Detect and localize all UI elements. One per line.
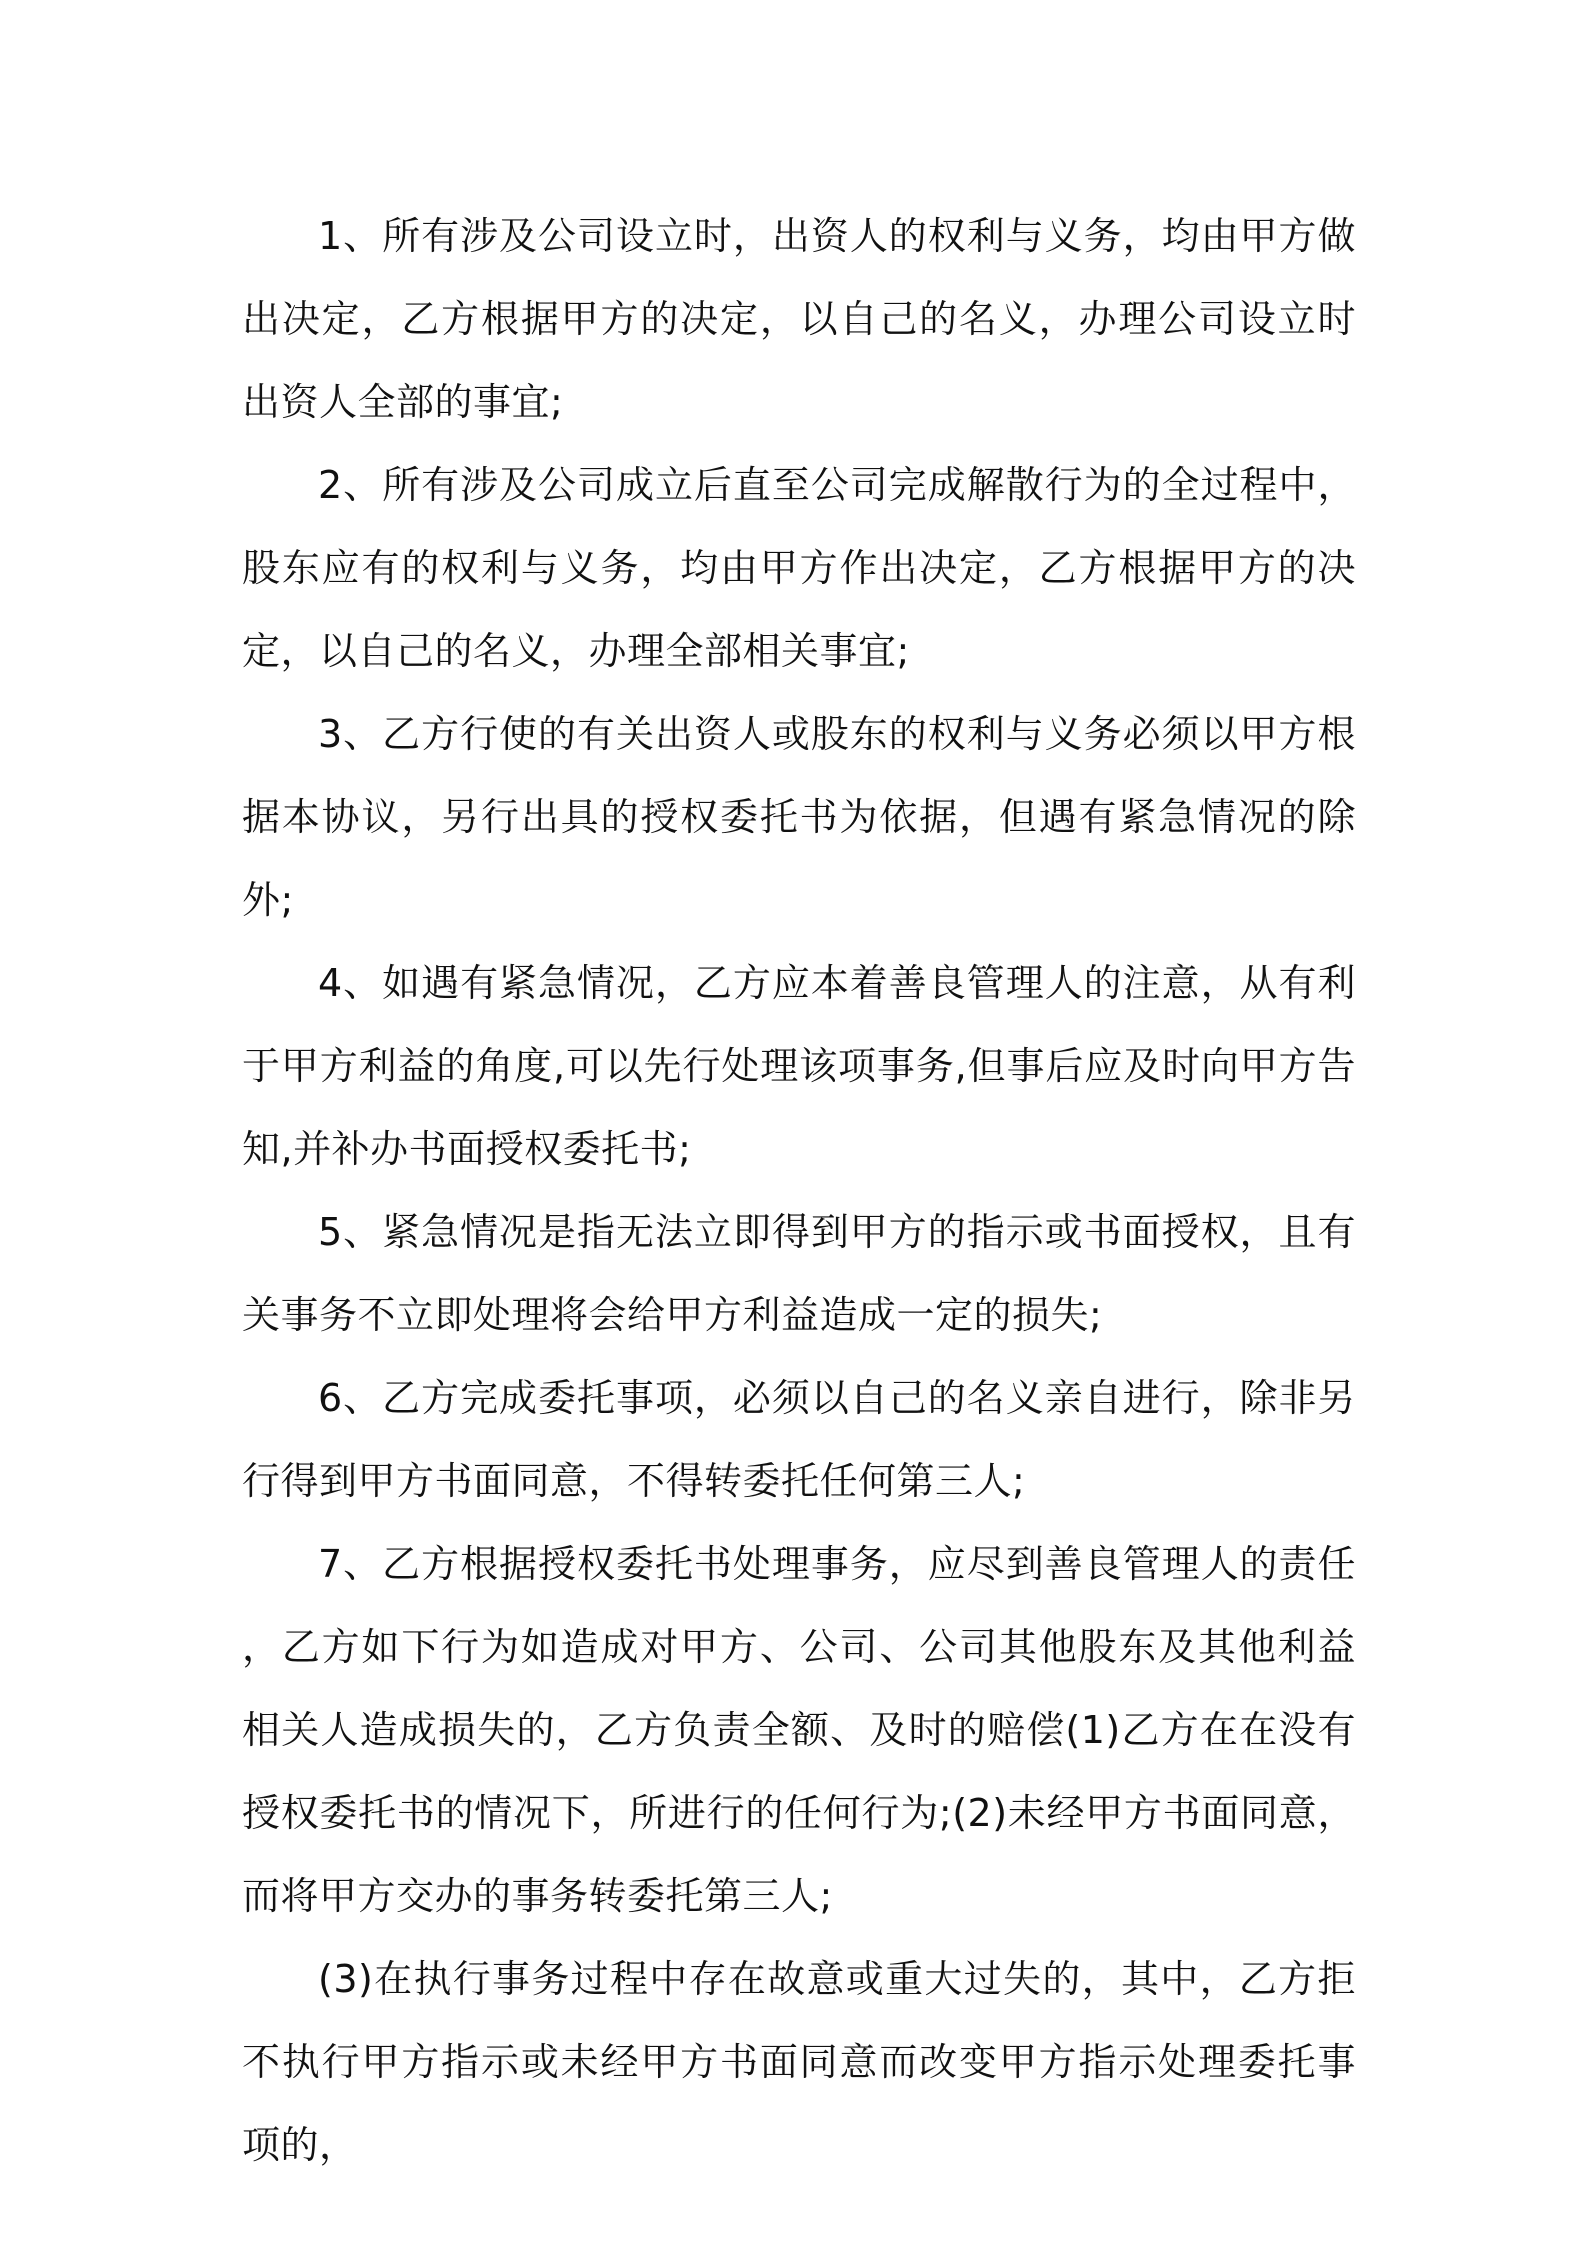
clause-7-item-3: (3)在执行事务过程中存在故意或重大过失的，其中，乙方拒不执行甲方指示或未经甲方书面同意而改变甲方指示处理委托事项的， [242, 1957, 1356, 2167]
clause-1: 1、所有涉及公司设立时，出资人的权利与义务，均由甲方做出决定，乙方根据甲方的决定，以自己的名义，办理公司设立时出资人全部的事宜; [242, 214, 1356, 424]
clause-2: 2、所有涉及公司成立后直至公司完成解散行为的全过程中，股东应有的权利与义务，均由甲方作出决定，乙方根据甲方的决定，以自己的名义，办理全部相关事宜; [242, 463, 1356, 673]
clause-5: 5、紧急情况是指无法立即得到甲方的指示或书面授权，且有关事务不立即处理将会给甲方利益造成一定的损失; [242, 1210, 1356, 1337]
clause-7: 7、乙方根据授权委托书处理事务，应尽到善良管理人的责任，乙方如下行为如造成对甲方、公司、公司其他股东及其他利益相关人造成损失的，乙方负责全额、及时的赔偿(1)乙方在在没有授权委托书的情况下，所进行的任何行为;(2)未经甲方书面同意，而将甲方交办的事务转委托第三人; [242, 1542, 1356, 1918]
clause-4: 4、如遇有紧急情况，乙方应本着善良管理人的注意，从有利于甲方利益的角度,可以先行处理该项事务,但事后应及时向甲方告知,并补办书面授权委托书; [242, 961, 1356, 1171]
clause-3: 3、乙方行使的有关出资人或股东的权利与义务必须以甲方根据本协议，另行出具的授权委托书为依据，但遇有紧急情况的除外; [242, 712, 1356, 922]
document-body [242, 195, 1356, 2187]
clause-6: 6、乙方完成委托事项，必须以自己的名义亲自进行，除非另行得到甲方书面同意，不得转委托任何第三人; [242, 1376, 1356, 1503]
